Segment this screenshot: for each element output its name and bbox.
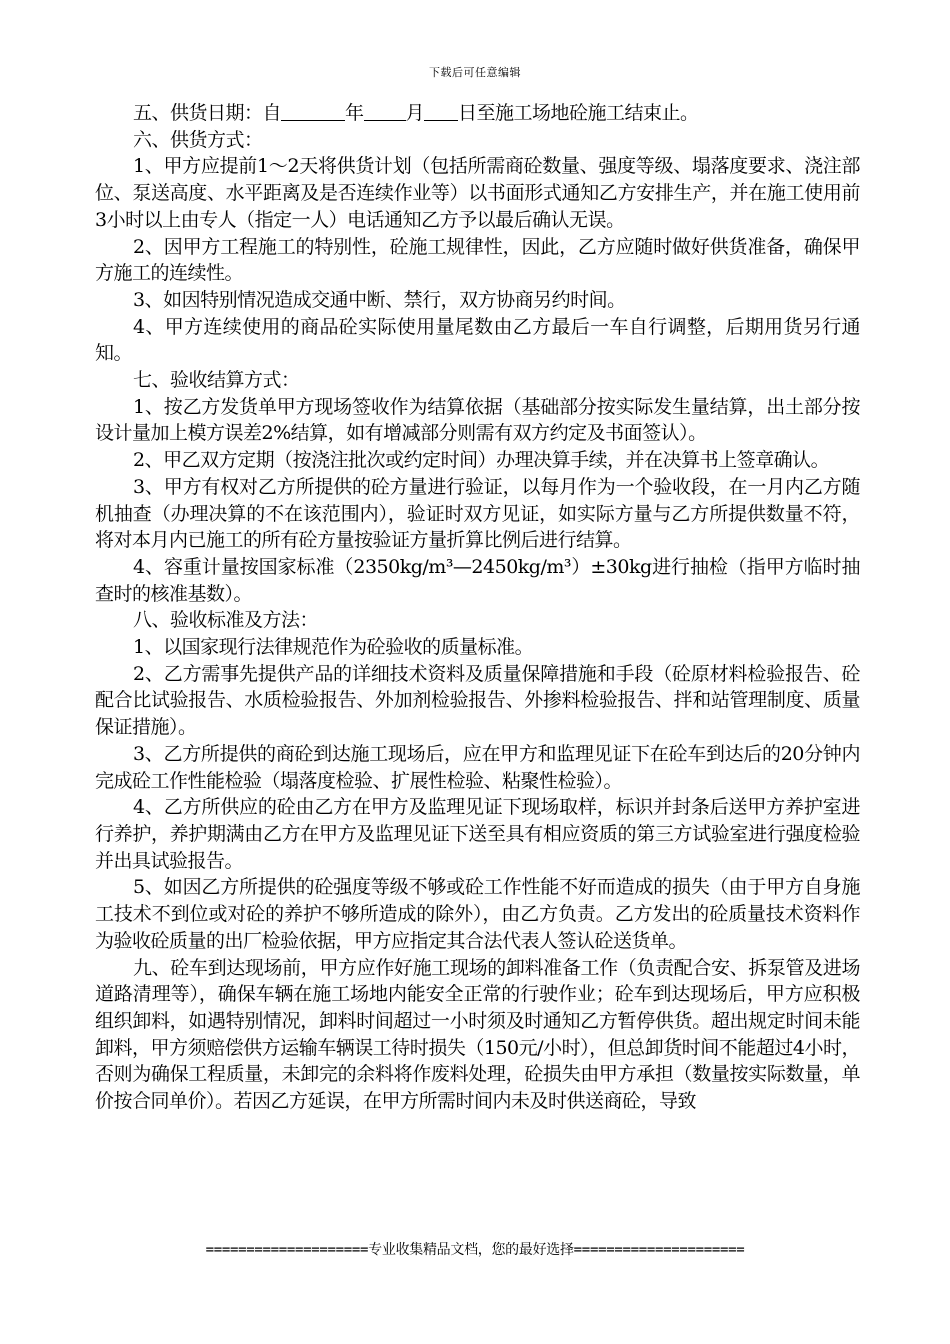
blank-line bbox=[281, 100, 345, 121]
text-span: 年 bbox=[345, 102, 364, 124]
section-6-heading: 六、供货方式： bbox=[133, 128, 263, 151]
paragraph: 2、甲乙双方定期（按浇注批次或约定时间）办理决算手续，并在决算书上签章确认。 bbox=[133, 449, 830, 472]
paragraph: 2、乙方需事先提供产品的详细技术资料及质量保障措施和手段（砼原材料检验报告、砼配合比试验报告、水质检验报告、外加剂检验报告、外掺料检验报告、拌和站管理制度、质量保证措施）。 bbox=[95, 662, 860, 739]
paragraph: 4、乙方所供应的砼由乙方在甲方及监理见证下现场取样，标识并封条后送甲方养护室进行养护，养护期满由乙方在甲方及监理见证下送至具有相应资质的第三方试验室进行强度检验并出具试验报告。 bbox=[95, 796, 860, 872]
text-span: 月 bbox=[405, 102, 425, 124]
blank-line bbox=[364, 100, 406, 121]
paragraph: 2、因甲方工程施工的特别性，砼施工规律性，因此，乙方应随时做好供货准备，确保甲方施工的连续性。 bbox=[95, 235, 860, 285]
paragraph: 1、以国家现行法律规范作为砼验收的质量标准。 bbox=[133, 636, 534, 659]
paragraph: 4、容重计量按国家标准（2350kg/m³—2450kg/m³）±30kg进行抽检（指甲方临时抽查时的核准基数）。 bbox=[95, 555, 860, 605]
page-footer: ====================专业收集精品文档，您的最好选择===================== bbox=[205, 1242, 745, 1258]
section-9-paragraph: 九、砼车到达现场前，甲方应作好施工现场的卸料准备工作（负责配合安、拆泵管及进场道路清理等），确保车辆在施工场地内能安全正常的行驶作业；砼车到达现场后，甲方应积极组织卸料，如遇特别情况，卸料时间超过一小时须及时通知乙方暂停供货。超出规定时间未能卸料，甲方须赔偿供方运输车辆误工待时损失（150元/小时），但总卸货时间不能超过4小时，否则为确保工程质量，未卸完的余料将作废料处理，砼损失由甲方承担（数量按实际数量，单价按合同单价）。若因乙方延误，在甲方所需时间内未及时供送商砼，导致 bbox=[95, 956, 860, 1113]
paragraph: 1、按乙方发货单甲方现场签收作为结算依据（基础部分按实际发生量结算，出土部分按设计量加上模方误差2%结算，如有增减部分则需有双方约定及书面签认）。 bbox=[95, 395, 860, 445]
page-header: 下载后可任意编辑 bbox=[429, 66, 521, 79]
paragraph: 3、如因特别情况造成交通中断、禁行，双方协商另约时间。 bbox=[133, 288, 626, 311]
text-span: 五、供货日期：自 bbox=[133, 102, 282, 124]
paragraph: 3、甲方有权对乙方所提供的砼方量进行验证，以每月作为一个验收段，在一月内乙方随机抽查（办理决算的不在该范围内），验证时双方见证，如实际方量与乙方所提供数量不符，将对本月内已施工的所有砼方量按验证方量折算比例后进行结算。 bbox=[95, 475, 860, 552]
paragraph: 1、甲方应提前1～2天将供货计划（包括所需商砼数量、强度等级、塌落度要求、浇注部位、泵送高度、水平距离及是否连续作业等）以书面形式通知乙方安排生产，并在施工使用前3小时以上由专人（指定一人）电话通知乙方予以最后确认无误。 bbox=[95, 155, 860, 231]
paragraph: 3、乙方所提供的商砼到达施工现场后，应在甲方和监理见证下在砼车到达后的20分钟内完成砼工作性能检验（塌落度检验、扩展性检验、粘聚性检验）。 bbox=[95, 742, 860, 792]
text-span: 日至施工场地砼施工结束止。 bbox=[458, 102, 699, 124]
section-5-supply-date bbox=[95, 100, 860, 127]
document-body bbox=[95, 100, 860, 1115]
section-7-heading: 七、验收结算方式： bbox=[133, 369, 300, 392]
paragraph: 5、如因乙方所提供的砼强度等级不够或砼工作性能不好而造成的损失（由于甲方自身施工技术不到位或对砼的养护不够所造成的除外），由乙方负责。乙方发出的砼质量技术资料作为验收砼质量的出厂检验依据，甲方应指定其合法代表人签认砼送货单。 bbox=[95, 876, 860, 952]
blank-line bbox=[424, 100, 458, 121]
paragraph: 4、甲方连续使用的商品砼实际使用量尾数由乙方最后一车自行调整，后期用货另行通知。 bbox=[95, 315, 860, 365]
section-8-heading: 八、验收标准及方法： bbox=[133, 609, 319, 632]
